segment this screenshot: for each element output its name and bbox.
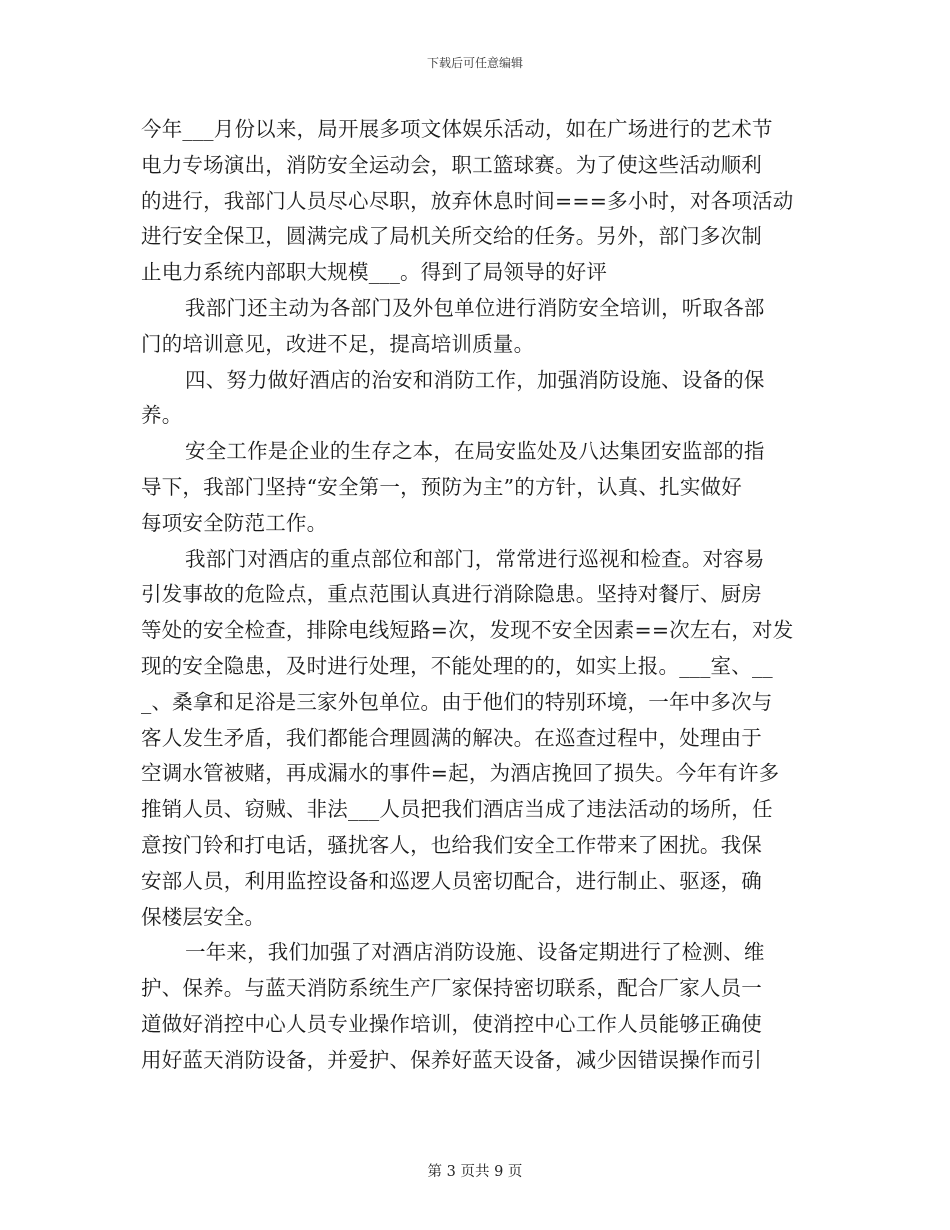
text-line: _、桑拿和足浴是三家外包单位。由于他们的特别环境，一年中多次与 bbox=[141, 689, 773, 714]
text-line: 今年___月份以来，局开展多项文体娱乐活动，如在广场进行的艺术节 bbox=[141, 117, 773, 141]
text-line: 导下，我部门坚持“安全第一，预防为主”的方针，认真、扎实做好 bbox=[141, 474, 742, 499]
text-line: 保楼层安全。 bbox=[141, 904, 266, 929]
text-line: 进行安全保卫，圆满完成了局机关所交给的任务。另外，部门多次制 bbox=[141, 224, 762, 249]
text-line: 用好蓝天消防设备，并爱护、保养好蓝天设备，减少因错误操作而引 bbox=[141, 1047, 762, 1072]
text-line: 四、努力做好酒店的治安和消防工作，加强消防设施、设备的保 bbox=[185, 367, 765, 392]
text-line: 引发事故的危险点，重点范围认真进行消除隐患。坚持对餐厅、厨房 bbox=[141, 582, 762, 607]
text-line: 等处的安全检查，排除电线短路=次，发现不安全因素==次左右，对发 bbox=[141, 618, 794, 643]
text-line: 每项安全防范工作。 bbox=[141, 510, 328, 535]
text-line: 我部门对酒店的重点部位和部门，常常进行巡视和检查。对容易 bbox=[185, 546, 765, 571]
page-footer: 第 3 页共 9 页 bbox=[427, 1164, 523, 1180]
text-line: 安全工作是企业的生存之本，在局安监处及八达集团安监部的指 bbox=[185, 439, 765, 464]
text-line: 电力专场演出，消防安全运动会，职工篮球赛。为了使这些活动顺利 bbox=[141, 152, 762, 177]
page-header: 下载后可任意编辑 bbox=[426, 56, 523, 70]
text-line: 的进行，我部门人员尽心尽职，放弃休息时间===多小时，对各项活动 bbox=[141, 188, 794, 213]
text-line: 一年来，我们加强了对酒店消防设施、设备定期进行了检测、维 bbox=[185, 940, 765, 965]
text-line: 推销人员、窃贼、非法___人员把我们酒店当成了违法活动的场所，任 bbox=[141, 797, 773, 822]
text-line: 护、保养。与蓝天消防系统生产厂家保持密切联系，配合厂家人员一 bbox=[141, 976, 762, 1001]
text-line: 空调水管被赌，再成漏水的事件=起，为酒店挽回了损失。今年有许多 bbox=[141, 761, 780, 786]
text-line: 道做好消控中心人员专业操作培训，使消控中心工作人员能够正确使 bbox=[141, 1011, 762, 1036]
text-line: 止电力系统内部职大规模___。得到了局领导的好评 bbox=[141, 260, 608, 285]
document-body bbox=[141, 112, 811, 1079]
text-line: 现的安全隐患，及时进行处理，不能处理的的，如实上报。___室、__ bbox=[141, 653, 773, 678]
text-line: 我部门还主动为各部门及外包单位进行消防安全培训，听取各部 bbox=[185, 295, 765, 320]
text-line: 养。 bbox=[141, 403, 183, 428]
text-line: 安部人员，利用监控设备和巡逻人员密切配合，进行制止、驱逐，确 bbox=[141, 868, 762, 893]
text-line: 意按门铃和打电话，骚扰客人，也给我们安全工作带来了困扰。我保 bbox=[141, 832, 762, 857]
text-line: 客人发生矛盾，我们都能合理圆满的解决。在巡查过程中，处理由于 bbox=[141, 725, 762, 750]
text-line: 门的培训意见，改进不足，提高培训质量。 bbox=[141, 331, 535, 356]
